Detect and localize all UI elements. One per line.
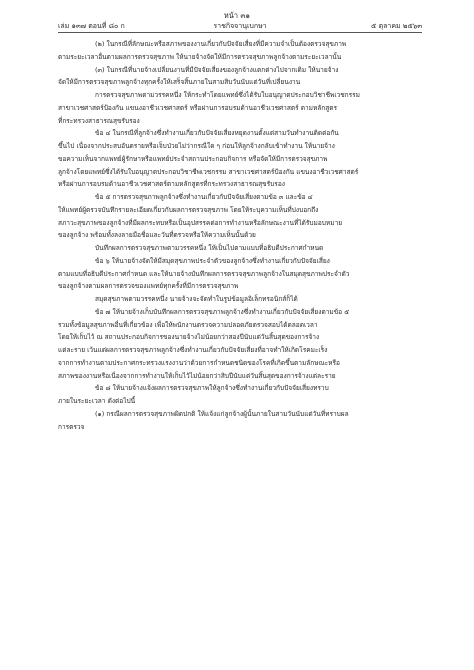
text-line: ภายในระยะเวลา ดังต่อไปนี้ — [58, 397, 136, 405]
text-line: ตามแบบที่อธิบดีประกาศกำหนด และให้นายจ้างบันทึกผลการตรวจสุขภาพลูกจ้างในสมุดสุขภาพประจำตัว — [58, 269, 350, 278]
header-divider — [58, 32, 422, 33]
text-line: ขึ้นไป เนื่องจากประสบอันตรายหรือเจ็บป่วยไม่ว่ากรณีใด ๆ ก่อนให้ลูกจ้างกลับเข้าทำงาน ให้นายจ้าง — [58, 142, 335, 150]
text-line: ที่กระทรวงสาธารณสุขรับรอง — [58, 116, 140, 125]
page-number: หน้า ๓๑ — [223, 11, 251, 20]
text-line: หรือผ่านการอบรมด้านอาชีวเวชศาสตร์ตามหลักสูตรที่กระทรวงสาธารณสุขรับรอง — [58, 180, 285, 189]
text-line: แต่ละราย เว้นแต่ผลการตรวจสุขภาพลูกจ้างซึ่งทำงานเกี่ยวกับปัจจัยเสี่ยงที่อาจทำให้เกิดโรคมะเร็ง — [58, 346, 328, 354]
text-line: ข้อ ๕ การตรวจสุขภาพลูกจ้างซึ่งทำงานเกี่ยวกับปัจจัยเสี่ยงตามข้อ ๓ และข้อ ๔ — [95, 193, 313, 201]
gazette-header — [58, 21, 422, 31]
volume-issue: เล่ม ๑๓๗ ตอนที่ ๘๐ ก — [58, 22, 125, 30]
text-line: การตรวจสุขภาพตามวรรคหนึ่ง ให้กระทำโดยแพทย์ซึ่งได้รับใบอนุญาตประกอบวิชาชีพเวชกรรม — [95, 91, 360, 99]
text-line: จัดให้มีการตรวจสุขภาพลูกจ้างทุกครั้งให้เสร็จสิ้นภายในสามสิบวันนับแต่วันที่เปลี่ยนงาน — [58, 78, 301, 87]
text-line: (๑) กรณีผลการตรวจสุขภาพผิดปกติ ให้แจ้งแก่ลูกจ้างผู้นั้นภายในสามวันนับแต่วันที่ทราบผล — [95, 409, 349, 418]
text-line: ข้อ ๖ ให้นายจ้างจัดให้มีสมุดสุขภาพประจำตัวของลูกจ้างซึ่งทำงานเกี่ยวกับปัจจัยเสี่ยง — [95, 256, 330, 265]
text-line: การตรวจ — [58, 422, 85, 431]
text-line: ขอความเห็นจากแพทย์ผู้รักษาหรือแพทย์ประจำสถานประกอบกิจการ หรือจัดให้มีการตรวจสุขภาพ — [58, 154, 328, 163]
text-line: รวมทั้งข้อมูลสุขภาพอื่นที่เกี่ยวข้อง เพื่อให้พนักงานตรวจความปลอดภัยตรวจสอบได้ตลอดเวลา — [58, 320, 318, 329]
text-line: (๒) ในกรณีที่ลักษณะหรือสภาพของงานเกี่ยวกับปัจจัยเสี่ยงที่มีความจำเป็นต้องตรวจสุขภาพ — [95, 40, 347, 48]
text-line: (๓) ในกรณีที่นายจ้างเปลี่ยนงานที่มีปัจจัยเสี่ยงของลูกจ้างแตกต่างไปจากเดิม ให้นายจ้าง — [95, 65, 339, 74]
document-body — [58, 38, 422, 433]
text-line: สาขาเวชศาสตร์ป้องกัน แขนงอาชีวเวชศาสตร์ หรือผ่านการอบรมด้านอาชีวเวชศาสตร์ ตามหลักสูตร — [58, 103, 338, 112]
text-line: ข้อ ๘ ให้นายจ้างแจ้งผลการตรวจสุขภาพให้ลูกจ้างซึ่งทำงานเกี่ยวกับปัจจัยเสี่ยงทราบ — [95, 384, 329, 393]
text-line: บันทึกผลการตรวจสุขภาพตามวรรคหนึ่ง ให้เป็นไปตามแบบที่อธิบดีประกาศกำหนด — [95, 244, 324, 252]
text-line: ลูกจ้างโดยแพทย์ซึ่งได้รับใบอนุญาตประกอบวิชาชีพเวชกรรม สาขาเวชศาสตร์ป้องกัน แขนงอาชีวเวชศาสตร์ — [58, 167, 359, 176]
gazette-name: ราชกิจจานุเบกษา — [213, 22, 267, 30]
text-line: ของลูกจ้างตามผลการตรวจของแพทย์ทุกครั้งที่มีการตรวจสุขภาพ — [58, 282, 239, 291]
text-line: ข้อ ๗ ให้นายจ้างเก็บบันทึกผลการตรวจสุขภาพลูกจ้างซึ่งทำงานเกี่ยวกับปัจจัยเสี่ยงตามข้อ ๕ — [95, 307, 350, 316]
text-line: สภาพของงานหรือเนื่องจากการทำงานให้เก็บไว้ไม่น้อยกว่าสิบปีนับแต่วันสิ้นสุดของการจ้างแต่ละราย — [58, 371, 336, 380]
text-line: สมุดสุขภาพตามวรรคหนึ่ง นายจ้างจะจัดทำในรูปข้อมูลอิเล็กทรอนิกส์ก็ได้ — [95, 295, 298, 303]
text-line: สภาวะสุขภาพของลูกจ้างที่มีผลกระทบหรือเป็นอุปสรรคต่อการทำงานหรือลักษณะงานที่ได้รับมอบหมาย — [58, 218, 343, 227]
text-line: ตามระยะเวลาอื่นตามผลการตรวจสุขภาพ ให้นายจ้างจัดให้มีการตรวจสุขภาพลูกจ้างตามระยะเวลานั้น — [58, 52, 342, 61]
text-line: ของลูกจ้าง พร้อมทั้งลงลายมือชื่อและวันที่ตรวจหรือให้ความเห็นนั้นด้วย — [58, 231, 256, 240]
publication-date: ๕ ตุลาคม ๒๕๖๓ — [371, 22, 422, 30]
text-line: ให้แพทย์ผู้ตรวจบันทึกรายละเอียดเกี่ยวกับผลการตรวจสุขภาพ โดยให้ระบุความเห็นที่บ่งบอกถึง — [58, 205, 319, 214]
text-line: โดยให้เก็บไว้ ณ สถานประกอบกิจการของนายจ้างไม่น้อยกว่าสองปีนับแต่วันสิ้นสุดของการจ้าง — [58, 333, 320, 342]
text-line: ข้อ ๔ ในกรณีที่ลูกจ้างซึ่งทำงานเกี่ยวกับปัจจัยเสี่ยงหยุดงานตั้งแต่สามวันทำงานติดต่อกัน — [95, 129, 339, 138]
text-line: จากการทำงานตามประกาศกระทรวงแรงงานว่าด้วยการกำหนดชนิดของโรคที่เกิดขึ้นตามลักษณะหรือ — [58, 358, 340, 367]
